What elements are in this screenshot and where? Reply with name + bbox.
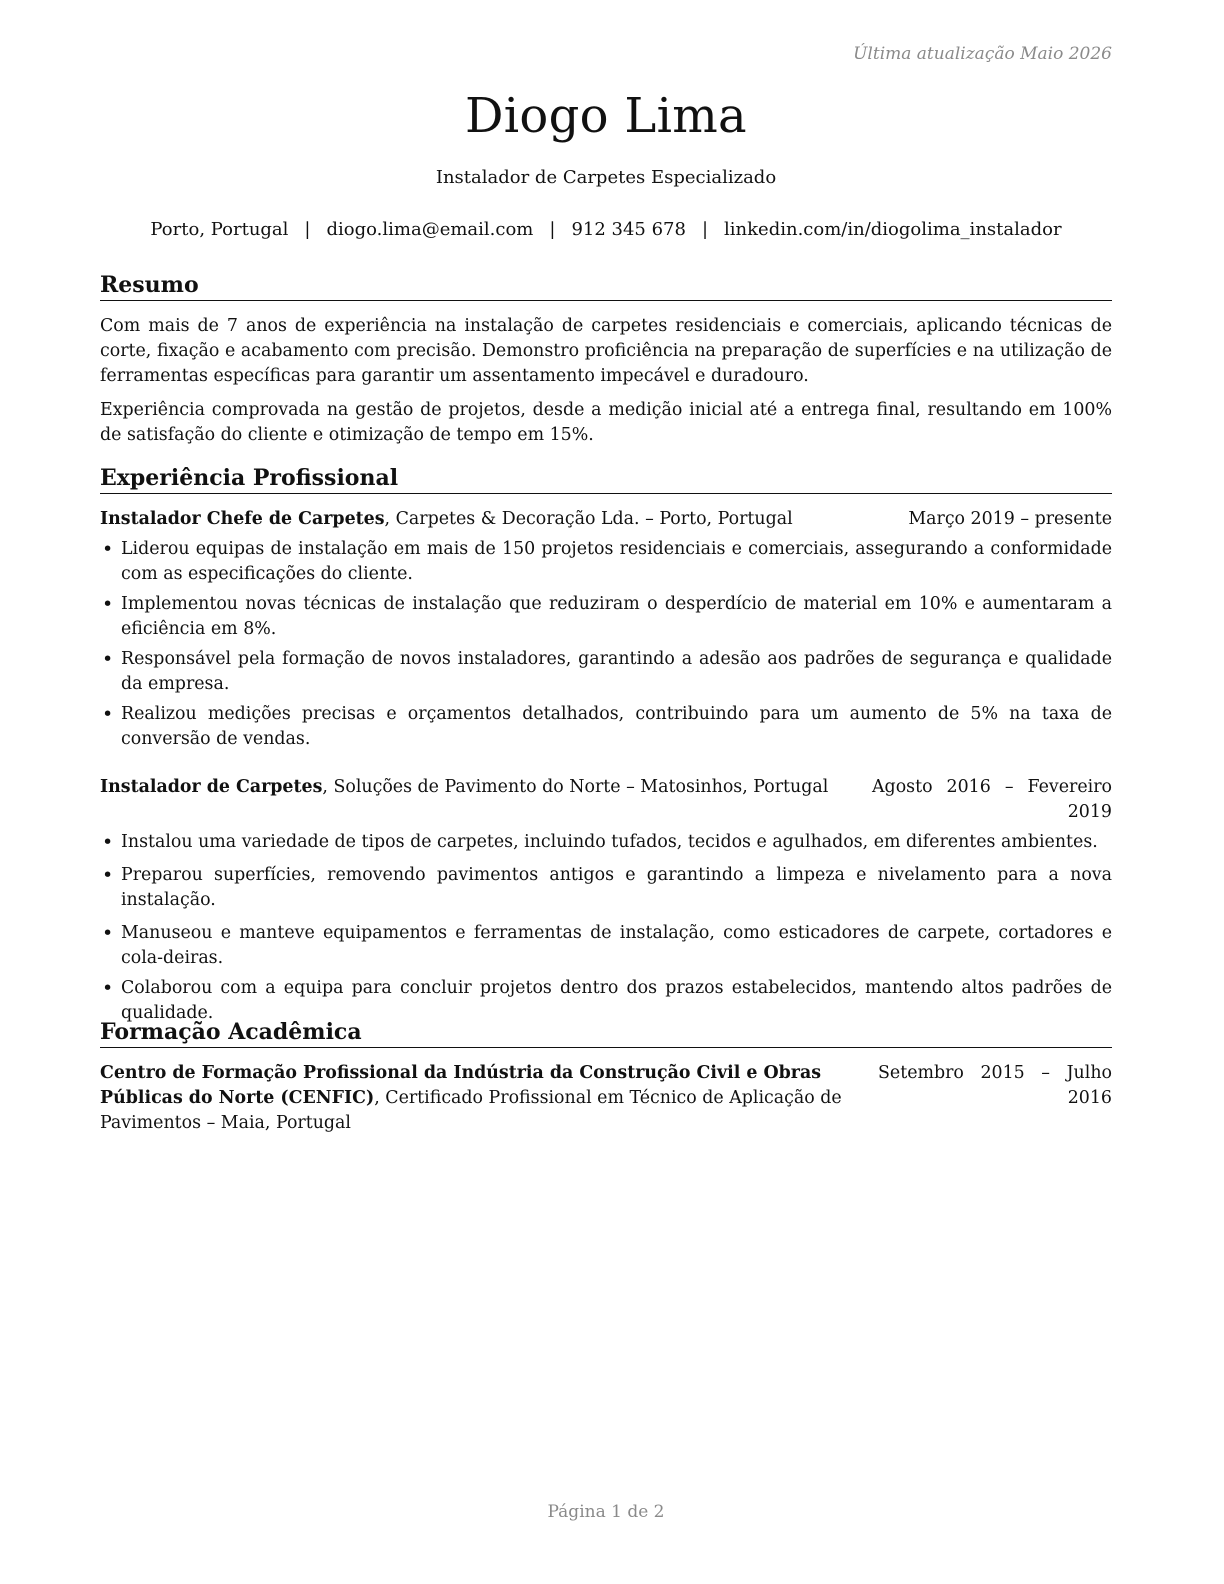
contact-line: [100, 219, 1112, 240]
headline: Instalador de Carpetes Especializado: [435, 167, 777, 188]
job-title-line: [100, 775, 828, 800]
job-title-line: [100, 507, 793, 532]
education-details: , Certificado Profissional em Técnico de Aplicação de Pavimentos – Maia, Portugal: [100, 1088, 842, 1133]
section-title-experience: Experiência Profissional: [100, 464, 1112, 494]
contact-location: Porto, Portugal: [150, 219, 289, 240]
list-item: • Implementou novas técnicas de instalação que reduziram o desperdício de material em 10% e aumentaram a eficiência em 8%.: [100, 592, 1112, 642]
job-dates: Agosto 2016 – Fevereiro 2019: [872, 777, 1112, 822]
summary-paragraph: Com mais de 7 anos de experiência na instalação de carpetes residenciais e comerciais, aplicando técnicas de corte, fixação e acabamento com precisão. Demonstro proficiência na preparação de superfícies e na utilização de ferramentas específicas para garantir um assentamento impecável e duradouro.: [100, 316, 1112, 386]
section-title-education: Formação Acadêmica: [100, 1018, 1112, 1048]
job-header: [100, 507, 1112, 532]
page-number: Página 1 de 2: [547, 1502, 665, 1522]
job-dates: Março 2019 – presente: [908, 509, 1112, 529]
list-item: • Liderou equipas de instalação em mais de 150 projetos residenciais e comerciais, assegurando a conformidade com as especificações do cliente.: [100, 537, 1112, 587]
job-company: , Carpetes & Decoração Lda. – Porto, Portugal: [384, 509, 793, 529]
section-title-summary: Resumo: [100, 271, 1112, 301]
job-role: Instalador Chefe de Carpetes: [100, 509, 385, 529]
list-item: • Instalou uma variedade de tipos de carpetes, incluindo tufados, tecidos e agulhados, em diferentes ambientes.: [100, 830, 1112, 855]
contact-linkedin[interactable]: linkedin.com/in/diogolima_instalador: [724, 219, 1062, 240]
contact-separator: |: [304, 219, 311, 240]
list-item: • Preparou superfícies, removendo pavimentos antigos e garantindo a limpeza e nivelamento para a nova instalação.: [100, 863, 1112, 913]
summary-paragraph: Experiência comprovada na gestão de projetos, desde a medição inicial até a entrega final, resultando em 100% de satisfação do cliente e otimização de tempo em 15%.: [100, 400, 1112, 445]
education-entry: [100, 1061, 880, 1136]
list-item: • Manuseou e manteve equipamentos e ferramentas de instalação, como esticadores de carpete, cortadores e cola-deiras.: [100, 921, 1112, 971]
job-company: , Soluções de Pavimento do Norte – Matosinhos, Portugal: [322, 777, 829, 797]
job-role: Instalador de Carpetes: [100, 777, 323, 797]
contact-phone: 912 345 678: [571, 219, 686, 240]
list-item: • Realizou medições precisas e orçamentos detalhados, contribuindo para um aumento de 5% na taxa de conversão de vendas.: [100, 702, 1112, 752]
job-bullets: [100, 537, 1112, 752]
contact-separator: |: [701, 219, 709, 240]
contact-email[interactable]: diogo.lima@email.com: [326, 219, 534, 240]
education-institution: Centro de Formação Profissional da Indústria da Construção Civil e Obras Públicas do Norte (CENFIC): [100, 1063, 822, 1108]
contact-separator: |: [549, 219, 556, 240]
list-item: • Responsável pela formação de novos instaladores, garantindo a adesão aos padrões de segurança e qualidade da empresa.: [100, 647, 1112, 697]
last-updated: Última atualização Maio 2026: [853, 44, 1112, 64]
list-item: • Colaborou com a equipa para concluir projetos dentro dos prazos estabelecidos, mantendo altos padrões de qualidade.: [100, 976, 1112, 1026]
resume-page: [100, 0, 1112, 1584]
candidate-name: Diogo Lima: [465, 88, 747, 144]
job-header: [100, 775, 1112, 825]
job-bullets: [100, 830, 1112, 1026]
education-dates: Setembro 2015 – Julho 2016: [878, 1063, 1112, 1108]
